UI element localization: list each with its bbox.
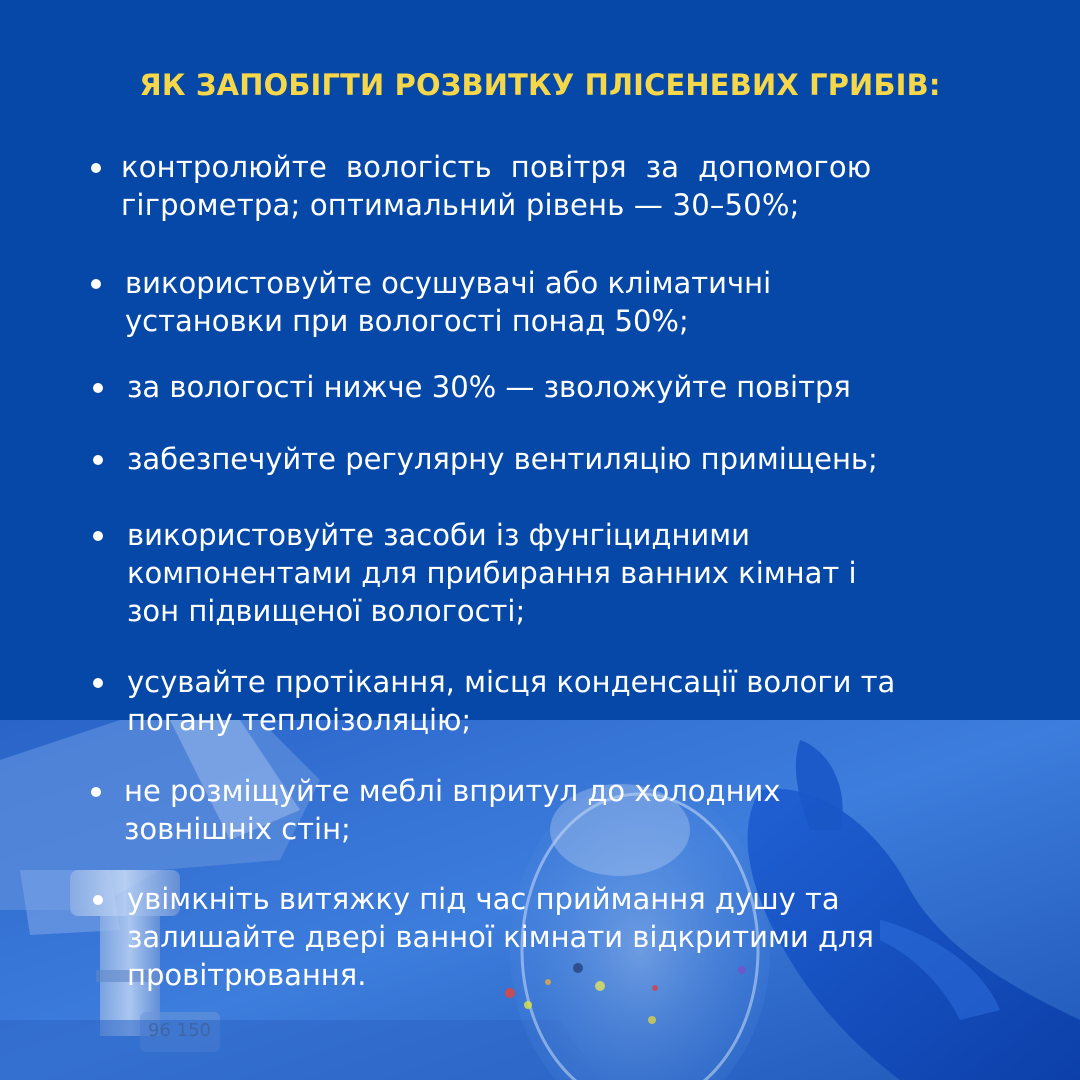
list-item-line: зон підвищеної вологості;: [127, 594, 526, 628]
list-item-line: використовуйте осушувачі або кліматичні: [125, 266, 772, 300]
list-item-line: за вологості нижче 30% — зволожуйте повітря: [127, 370, 851, 404]
list-item-line: гігрометра; оптимальний рівень — 30–50%;: [121, 188, 800, 222]
list-item: [127, 880, 874, 994]
list-item-line: використовуйте засоби із фунгіцидними: [127, 518, 750, 552]
list-item-line: компонентами для прибирання ванних кімнат і: [127, 556, 857, 590]
bullet-icon: [93, 531, 103, 541]
list-item-line: усувайте протікання, місця конденсації вологи та: [127, 665, 896, 699]
list-item: [121, 148, 871, 224]
bullet-icon: [93, 678, 103, 688]
list-item-line: увімкніть витяжку під час приймання душу та: [127, 882, 840, 916]
bullet-icon: [91, 787, 101, 797]
list-item: [125, 264, 771, 340]
bullet-icon: [93, 455, 103, 465]
bullet-icon: [91, 163, 101, 173]
svg-text:96 150: 96 150: [148, 1020, 211, 1041]
bullet-icon: [93, 895, 103, 905]
list-item-line: установки при вологості понад 50%;: [125, 304, 689, 338]
list-item-line: зовнішніх стін;: [124, 812, 351, 846]
list-item: [127, 516, 857, 630]
list-item-line: погану теплоізоляцію;: [127, 703, 472, 737]
list-item-line: залишайте двері ванної кімнати відкритими для: [127, 920, 874, 954]
list-item-line: не розміщуйте меблі впритул до холодних: [124, 774, 781, 808]
list-item: [127, 368, 851, 406]
list-item: [127, 663, 895, 739]
list-item-line: провітрювання.: [127, 958, 367, 992]
bullet-icon: [93, 383, 103, 393]
list-item: [127, 440, 878, 478]
page-title: ЯК ЗАПОБІГТИ РОЗВИТКУ ПЛІСЕНЕВИХ ГРИБІВ:: [139, 68, 941, 102]
list-item-line: забезпечуйте регулярну вентиляцію приміщень;: [127, 442, 878, 476]
list-item-line: контролюйте вологість повітря за допомогою: [121, 150, 872, 184]
bullet-icon: [91, 279, 101, 289]
list-item: [124, 772, 781, 848]
